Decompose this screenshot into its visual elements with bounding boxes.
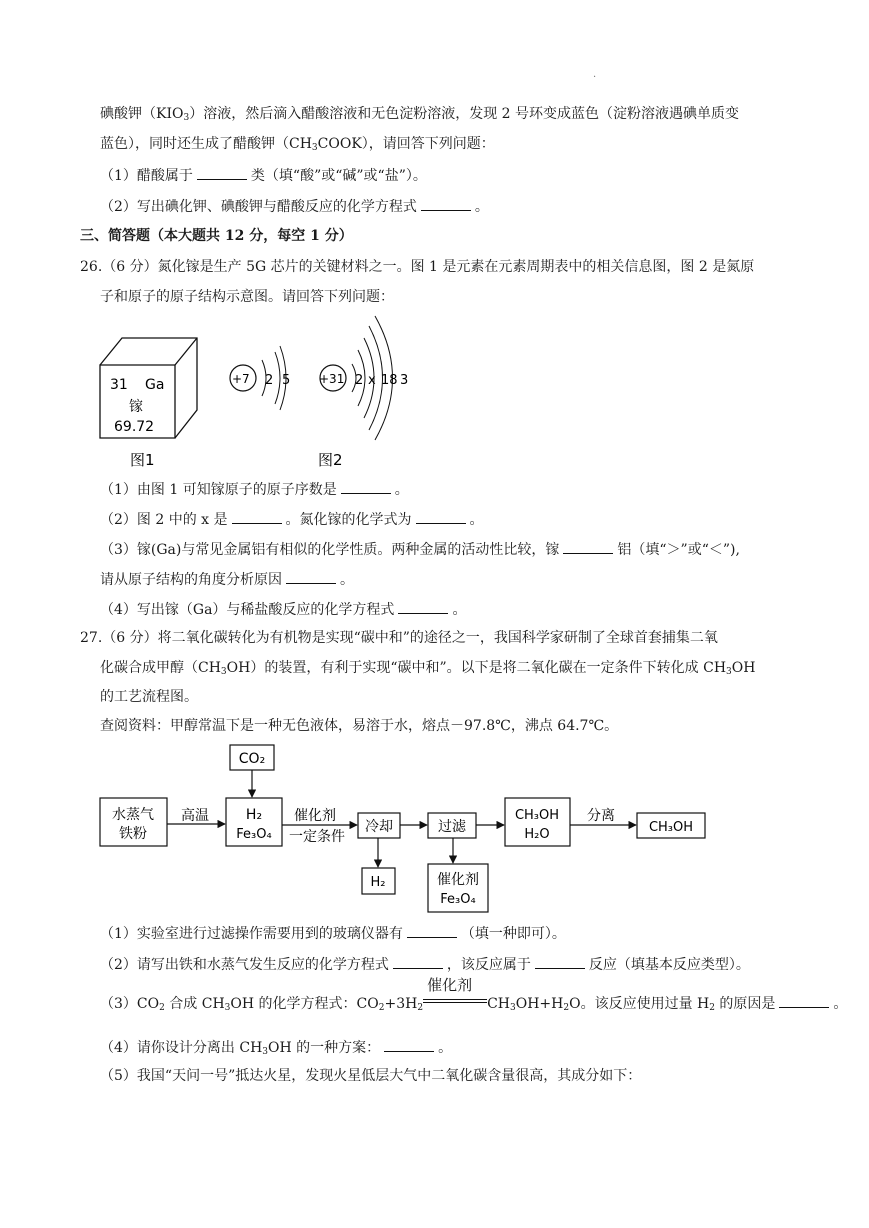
co2-label: CO₂ — [238, 751, 266, 767]
nitrogen-shell-1: 2 — [265, 373, 274, 388]
q26-sub3: （3）镓(Ga)与常见金属铝有相似的化学性质。两种金属的活动性比较，镓 铝（填“＞”或“＜”), — [100, 538, 740, 560]
catalyst-label-2: Fe₃O₄ — [440, 892, 476, 907]
fe3o4-label: Fe₃O₄ — [236, 827, 272, 842]
start-label-2: 铁粉 — [119, 826, 147, 842]
q27-intro-1: 27.（6 分）将二氧化碳转化为有机物是实现“碳中和”的途径之一，我国科学家研制了全球首套捕集二氧 — [80, 630, 718, 646]
h2-label: H₂ — [245, 807, 263, 823]
catalyst-label-1: 催化剂 — [437, 872, 479, 888]
q27-intro-2: 化碳合成甲醇$(CH_3OH)$的装置，有利于实现“碳中和”。以下是将二氧化碳在一定条件下转化成 $CH_3OH$ — [100, 660, 756, 677]
answer-blank[interactable] — [232, 508, 282, 524]
gallium-shell-2: x — [368, 373, 376, 388]
catalyst-equals-sign: 催化剂 — [423, 994, 487, 1008]
gallium-nucleus-charge: +31 — [319, 372, 345, 386]
filter-label: 过滤 — [438, 819, 466, 835]
section-heading: 三、简答题（本大题共 12 分，每空 1 分） — [80, 228, 353, 244]
q27-sub5: （5）我国“天问一号”抵达火星，发现火星低层大气中二氧化碳含量很高，其成分如下： — [100, 1068, 642, 1084]
q27-sub3: $(3)CO_2$ 合成 $CH_3OH$ 的化学方程式：$CO_2+3H_2$ 催化剂 $CH_3OH+H_2O$。该反应使用过量 $H_2$ 的原因是 。 — [100, 976, 848, 1013]
q26-sub1: （1）由图 1 可知镓原子的原子序数是 。 — [100, 478, 409, 500]
figure1-caption: 图1 — [130, 451, 155, 469]
answer-blank[interactable] — [563, 538, 613, 554]
cool-label: 冷却 — [365, 819, 393, 835]
element-mass: 69.72 — [114, 419, 155, 435]
q26-intro-2: 子和原子的原子结构示意图。请回答下列问题： — [100, 289, 394, 305]
answer-blank[interactable] — [197, 164, 247, 180]
page-dot: · — [593, 72, 597, 83]
answer-blank[interactable] — [421, 195, 471, 211]
q25-sub2: （2）写出碘化钾、碘酸钾与醋酸反应的化学方程式 。 — [100, 195, 489, 217]
figure2-caption: 图2 — [318, 451, 343, 469]
arrow-label-high-temp: 高温 — [181, 808, 209, 824]
arrow-label-separate: 分离 — [587, 808, 615, 824]
product-label: CH₃OH — [648, 820, 694, 835]
q26-sub3-line2: 请从原子结构的角度分析原因 。 — [100, 568, 354, 590]
q27-sub4: （4）请你设计分离出 $CH_3OH$ 的一种方案： 。 — [100, 1036, 452, 1058]
process-flow-diagram — [95, 740, 715, 915]
gallium-shell-3: 18 — [381, 373, 398, 388]
nitrogen-shell-2: 5 — [282, 373, 291, 388]
answer-blank[interactable] — [779, 992, 829, 1008]
q25-sub1: （1）醋酸属于 类（填“酸”或“碱”或“盐”）。 — [100, 164, 427, 186]
element-name: 镓 — [129, 399, 143, 415]
h2-out-label: H₂ — [370, 875, 386, 890]
q27-sub2: （2）请写出铁和水蒸气发生反应的化学方程式 ，该反应属于 反应（填基本反应类型）。 — [100, 953, 750, 975]
q26-sub2: （2）图 2 中的 x 是 。氮化镓的化学式为 。 — [100, 508, 484, 530]
q27-sub1: （1）实验室进行过滤操作需要用到的玻璃仪器有 （填一种即可）。 — [100, 922, 566, 944]
answer-blank[interactable] — [535, 953, 585, 969]
q26-intro-1: 26.（6 分）氮化镓是生产 5G 芯片的关键材料之一。图 1 是元素在元素周期表中的相关信息图，图 2 是氮原 — [80, 259, 755, 275]
answer-blank[interactable] — [416, 508, 466, 524]
answer-blank[interactable] — [393, 953, 443, 969]
arrow-label-catalyst: 催化剂 — [294, 808, 336, 824]
q26-figures — [90, 310, 430, 470]
q25-line2: 蓝色），同时还生成了醋酸钾$(CH_3COOK)$，请回答下列问题： — [100, 136, 495, 153]
q25-line1: 碘酸钾$(KIO_3)$溶液，然后滴入醋酸溶液和无色淀粉溶液，发现 2 号环变成蓝色（淀粉溶液遇碘单质变 — [100, 106, 740, 123]
answer-blank[interactable] — [384, 1036, 434, 1052]
answer-blank[interactable] — [407, 922, 457, 938]
answer-blank[interactable] — [286, 568, 336, 584]
answer-blank[interactable] — [398, 598, 448, 614]
element-symbol: Ga — [145, 377, 165, 393]
mixture-label-2: H₂O — [524, 827, 550, 842]
q27-intro-3: 的工艺流程图。 — [100, 689, 198, 705]
gallium-shell-1: 2 — [355, 373, 364, 388]
mixture-label-1: CH₃OH — [514, 808, 560, 823]
gallium-shell-4: 3 — [400, 373, 409, 388]
q27-reference: 查阅资料：甲醇常温下是一种无色液体，易溶于水，熔点－97.8℃，沸点 64.7℃。 — [100, 718, 619, 734]
nitrogen-nucleus-charge: +7 — [232, 372, 250, 386]
q26-sub4: （4）写出镓（Ga）与稀盐酸反应的化学方程式 。 — [100, 598, 466, 620]
start-label-1: 水蒸气 — [112, 807, 154, 823]
arrow-label-condition: 一定条件 — [289, 829, 345, 845]
element-number: 31 — [110, 377, 128, 393]
answer-blank[interactable] — [341, 478, 391, 494]
